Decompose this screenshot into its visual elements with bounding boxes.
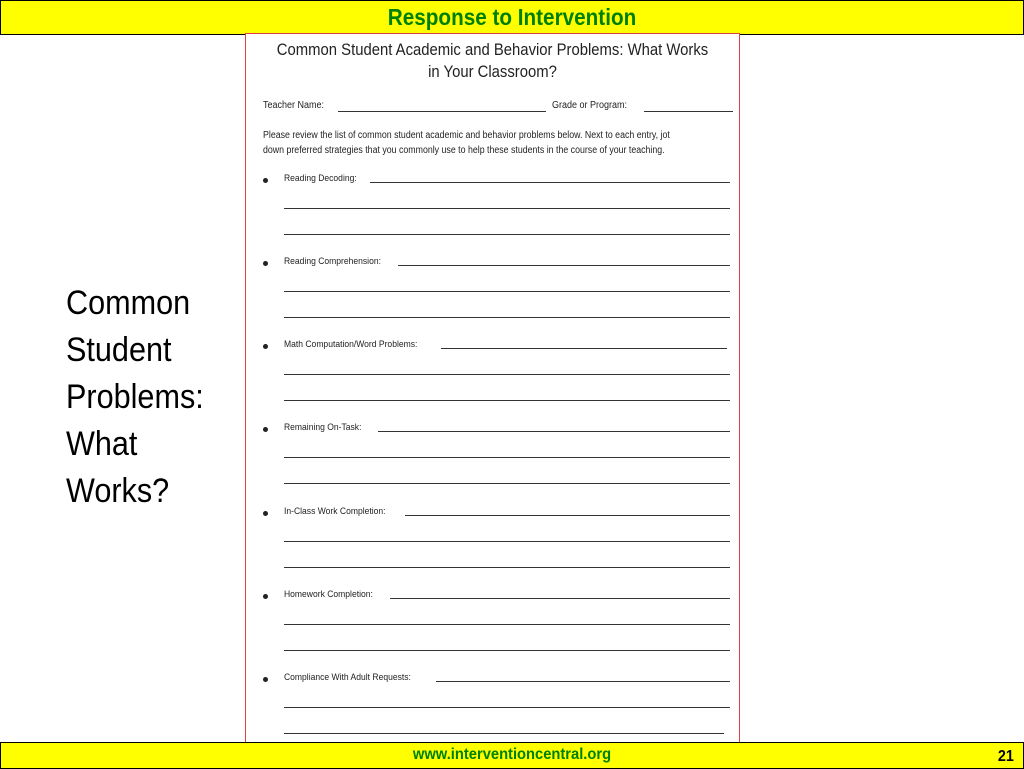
instructions-line: Please review the list of common student academic and behavior problems below. Next to each entry, jot (263, 130, 670, 141)
problem-label: Homework Completion: (284, 589, 373, 600)
document-title (271, 39, 715, 83)
side-heading-line: Common (66, 284, 191, 322)
answer-line (284, 374, 730, 375)
answer-line (284, 624, 730, 625)
answer-line (284, 457, 730, 458)
problem-label: Remaining On-Task: (284, 422, 362, 433)
problem-section (246, 341, 739, 421)
footer-bar (0, 742, 1024, 769)
document-title-line: Common Student Academic and Behavior Problems: What Works (276, 41, 709, 59)
problem-section (246, 258, 739, 338)
answer-line (378, 431, 730, 432)
grade-line (644, 111, 733, 112)
answer-line (284, 567, 730, 568)
footer-url-link[interactable]: www.interventioncentral.org (412, 746, 612, 763)
answer-line (284, 733, 724, 734)
answer-line (284, 707, 730, 708)
problem-section (246, 424, 739, 504)
problem-label: In-Class Work Completion: (284, 506, 386, 517)
answer-line (436, 681, 730, 682)
bullet-icon (263, 261, 268, 266)
bullet-icon (263, 344, 268, 349)
bullet-icon (263, 594, 268, 599)
bullet-icon (263, 178, 268, 183)
answer-line (405, 515, 730, 516)
teacher-name-label: Teacher Name: (263, 100, 325, 111)
document-title-line: in Your Classroom? (428, 63, 557, 81)
answer-line (284, 234, 730, 235)
problem-section (246, 175, 739, 255)
problem-label: Math Computation/Word Problems: (284, 339, 418, 350)
answer-line (390, 598, 730, 599)
answer-line (284, 650, 730, 651)
side-heading-line: Student (66, 331, 172, 369)
teacher-info-row (263, 100, 733, 114)
bullet-icon (263, 427, 268, 432)
header-bar (0, 0, 1024, 35)
bullet-icon (263, 511, 268, 516)
side-heading (66, 280, 219, 515)
answer-line (441, 348, 727, 349)
answer-line (398, 265, 730, 266)
problem-label: Reading Comprehension: (284, 256, 381, 267)
side-heading-line: Works? (66, 472, 170, 510)
answer-line (284, 483, 730, 484)
answer-line (284, 208, 730, 209)
worksheet-document (245, 33, 740, 743)
problem-section (246, 674, 739, 743)
side-heading-line: Problems: (66, 378, 204, 416)
header-title: Response to Intervention (387, 4, 637, 30)
bullet-icon (263, 677, 268, 682)
problem-section (246, 508, 739, 588)
answer-line (284, 291, 730, 292)
instructions-line: down preferred strategies that you commonly use to help these students in the course of your teaching. (263, 145, 665, 156)
grade-label: Grade or Program: (552, 100, 628, 111)
answer-line (284, 541, 730, 542)
answer-line (284, 317, 730, 318)
side-heading-line: What (66, 425, 138, 463)
problem-label: Reading Decoding: (284, 173, 357, 184)
answer-line (284, 400, 730, 401)
instructions (263, 128, 721, 158)
answer-line (370, 182, 730, 183)
problem-label: Compliance With Adult Requests: (284, 672, 411, 683)
slide-number: 21 (998, 748, 1015, 765)
teacher-name-line (338, 111, 546, 112)
problem-section (246, 591, 739, 671)
